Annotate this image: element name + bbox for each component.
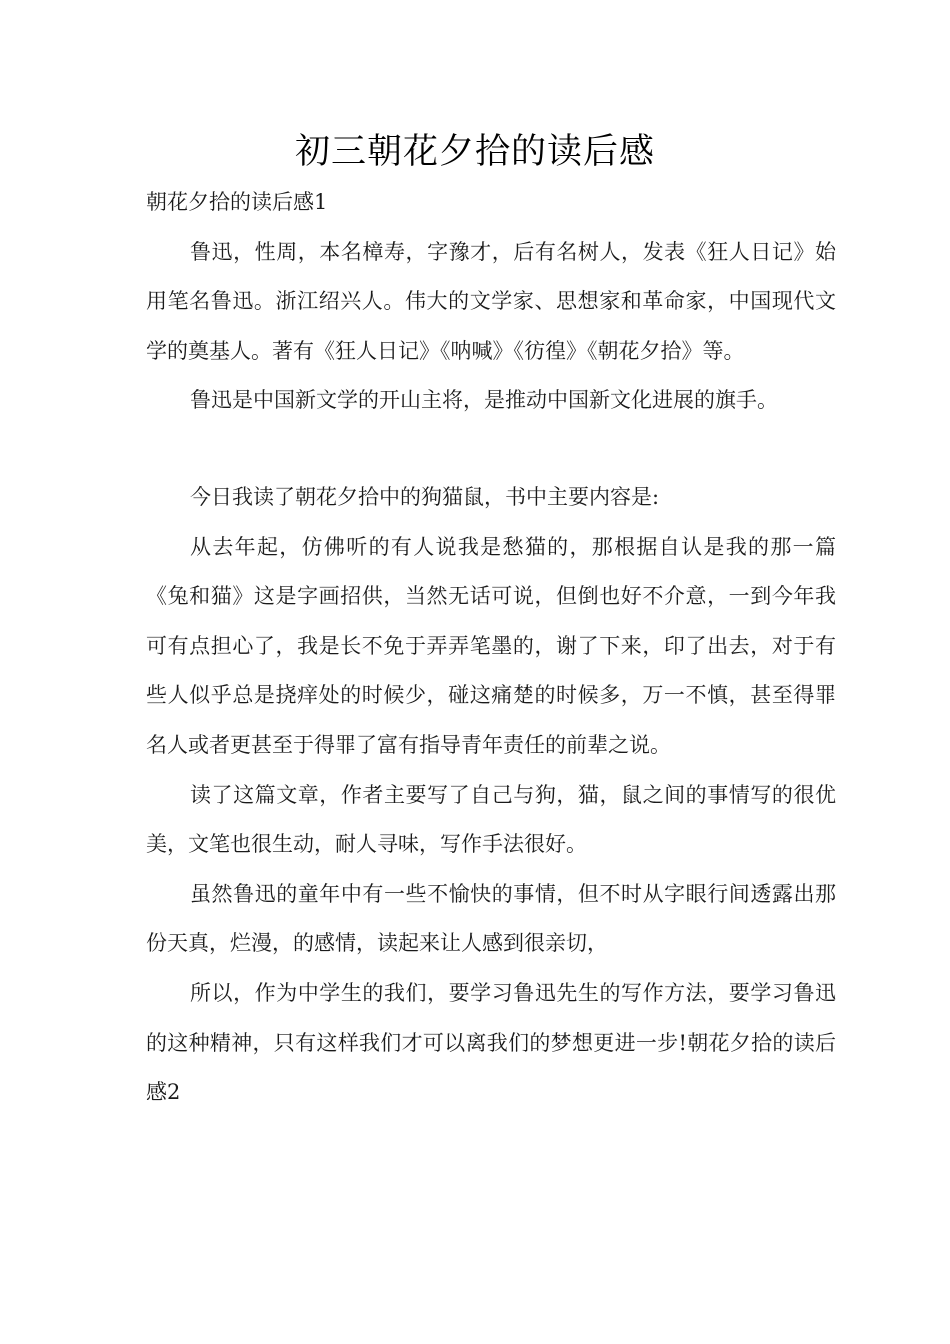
paragraph-conclusion: 所以，作为中学生的我们，要学习鲁迅先生的写作方法，要学习鲁迅的这种精神，只有这样我们才可以离我们的梦想更进一步!朝花夕拾的读后感2 — [146, 980, 836, 1105]
paragraph-excerpt: 从去年起，仿佛听的有人说我是愁猫的，那根据自认是我的那一篇《兔和猫》这是字画招供，当然无话可说，但倒也好不介意，一到今年我可有点担心了，我是长不免于弄弄笔墨的，谢了下来，印了出去，对于有些人似乎总是挠痒处的时候少，碰这痛楚的时候多，万一不慎，甚至得罪名人或者更甚至于得罪了富有指导青年责任的前辈之说。 — [146, 534, 836, 757]
page-title: 初三朝花夕拾的读后感 — [294, 132, 655, 172]
paragraph-childhood: 虽然鲁迅的童年中有一些不愉快的事情，但不时从字眼行间透露出那份天真，烂漫，的感情，读起来让人感到很亲切， — [146, 881, 836, 956]
paragraph-author-role: 鲁迅是中国新文学的开山主将，是推动中国新文化进展的旗手。 — [190, 388, 778, 413]
paragraph-author-bio: 鲁迅，性周，本名樟寿，字豫才，后有名树人，发表《狂人日记》始用笔名鲁迅。浙江绍兴人。伟大的文学家、思想家和革命家，中国现代文学的奠基人。著有《狂人日记》《呐喊》《彷徨》《朝花夕拾》等。 — [146, 239, 836, 363]
paragraph-impression: 读了这篇文章，作者主要写了自己与狗，猫，鼠之间的事情写的很优美，文笔也很生动，耐人寻味，写作手法很好。 — [146, 782, 836, 857]
paragraph-reading-intro: 今日我读了朝花夕拾中的狗猫鼠，书中主要内容是: — [190, 484, 660, 509]
document-body — [146, 178, 836, 1118]
section-heading: 朝花夕拾的读后感1 — [146, 190, 328, 214]
